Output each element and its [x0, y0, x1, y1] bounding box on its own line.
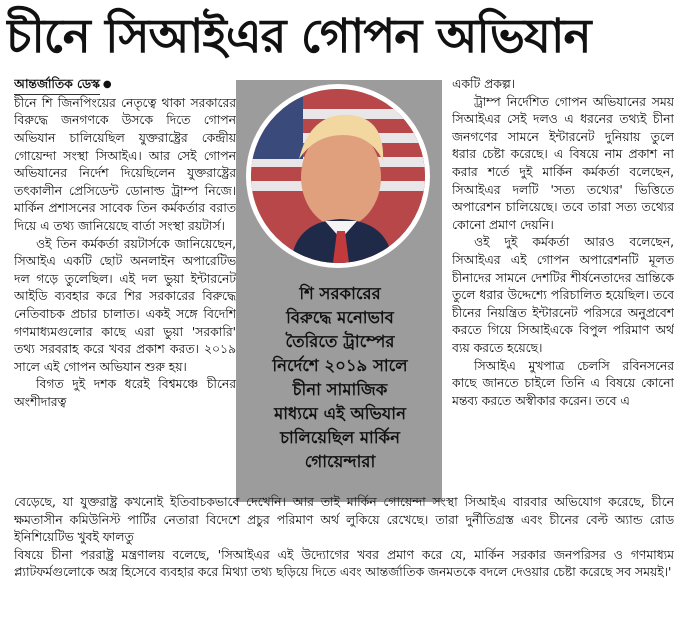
pull-quote-line: তৈরিতে ট্রাম্পের — [285, 332, 395, 351]
desk-label: আন্তর্জাতিক ডেস্ক — [14, 76, 100, 95]
bottom-block — [14, 494, 674, 622]
pull-quote — [244, 282, 436, 496]
right-paragraph-4: সিআইএ মুখপাত্র চেলসি রবিনসনের কাছে জানতে চাইলে তিনি এ বিষয়ে কোনো মন্তব্য করতে অস্বীকার করেন। তবে এ — [452, 358, 674, 408]
right-paragraph-3: ওই দুই কর্মকর্তা আরও বলেছেন, সিআইএর এই গোপন অপারেশনটি মূলত চীনাদের সামনে দেশটির শীর্ষনেতাদের ভ্রান্তিকে তুলে ধরার উদ্দেশ্যে পরিচালিত হয়েছিল। তবে চীনের নিয়ন্ত্রিত ইন্টারনেট পরিসরে অনুপ্রবেশ করতে গিয়ে সিআইএকে বিপুল পরিমাণ অর্থ ব্যয় করতে হয়েছে। — [452, 235, 674, 355]
pull-quote-line: গোয়েন্দারা — [304, 452, 376, 471]
pull-quote-line: চীনা সামাজিক — [292, 380, 388, 399]
pull-quote-line: বিরুদ্ধে মনোভাব — [286, 308, 394, 327]
right-column — [452, 76, 674, 516]
pull-quote-line: শি সরকারের — [299, 284, 381, 303]
headline: চীনে সিআইএর গোপন অভিযান — [6, 9, 591, 64]
portrait-illustration — [251, 89, 425, 263]
trump-photo — [251, 89, 425, 263]
pull-quote-line: মাধ্যমে এই অভিযান — [274, 404, 406, 423]
bullet-icon: ● — [102, 79, 112, 90]
bottom-tail-paragraph: বিষয়ে চীনা পররাষ্ট্র মন্ত্রণালয় বলেছে, 'সিআইএর এই উদ্যোগের খবর প্রমাণ করে যে, মার্কিন সরকার জনপরিসর ও গণমাধ্যম প্ল্যাটফর্মগুলোকে অস্ত্র হিসেবে ব্যবহার করে মিথ্যা তথ্য ছড়িয়ে দিতে এবং আন্তর্জাতিক জনমতকে বদলে দেওয়ার চেষ্টা করেছে সব সময়ই।' — [14, 547, 674, 580]
left-column — [14, 76, 236, 506]
left-paragraph-2: ওই তিন কর্মকর্তা রয়টার্সকে জানিয়েছেন, সিআইএ একটি ছোট অনলাইন অপারেটিভ দল গড়ে তুলেছিল। এই দল ভুয়া ইন্টারনেট আইডি ব্যবহার করে শির সরকারের বিরুদ্ধে নেতিবাচক প্রচার চালাত। একই সঙ্গে বিদেশি গণমাধ্যমগুলোর কাছে এরা ভুয়া 'সরকারি' তথ্য সরবরাহ করে খবর প্রকাশ করত। ২০১৯ সালে এই গোপন অভিযান শুরু হয়। — [14, 236, 236, 374]
bottom-lead-paragraph: বেড়েছে, যা যুক্তরাষ্ট্র কখনোই ইতিবাচকভাবে দেখেনি। আর তাই মার্কিন গোয়েন্দা সংস্থা সিআইএ বারবার অভিযোগ করেছে, চীনে ক্ষমতাসীন কমিউনিস্ট পার্টির নেতারা বিদেশে প্রচুর পরিমাণ অর্থ লুকিয়ে রেখেছে। তারা দুর্নীতিগ্রস্ত এবং চীনের বেল্ট অ্যান্ড রোড ইনিশিয়েটিভ খুবই ফালতু — [14, 495, 674, 545]
left-paragraph-1: চীনে শি জিনপিংয়ের নেতৃত্বে থাকা সরকারের বিরুদ্ধে জনগণকে উসকে দিতে গোপন অভিযান চালিয়েছিল যুক্তরাষ্ট্রের কেন্দ্রীয় গোয়েন্দা সংস্থা সিআইএ। আর সেই গোপন অভিযানের নির্দেশ দিয়েছিলেন যুক্তরাষ্ট্রের তৎকালীন প্রেসিডেন্ট ডোনাল্ড ট্রাম্প নিজে। মার্কিন প্রশাসনের সাবেক তিন কর্মকর্তার বরাত দিয়ে এ তথ্য জানিয়েছে বার্তা সংস্থা রয়টার্স। — [14, 95, 236, 234]
pull-quote-line: চালিয়েছিল মার্কিন — [280, 428, 400, 447]
pull-quote-line: নির্দেশে ২০১৯ সালে — [272, 356, 408, 375]
desk-line — [14, 76, 236, 95]
right-paragraph-2: ট্রাম্প নির্দেশিত গোপন অভিযানের সময় সিআইএর সেই দলও এ ধরনের তথ্যই চীনা জনগণের সামনে ইন্টারনেট দুনিয়ায় তুলে ধরার চেষ্টা করেছে। এ বিষয়ে নাম প্রকাশ না করার শর্তে দুই মার্কিন কর্মকর্তা বলেছেন, সিআইএর দলটি 'সত্য তথ্যের' ভিত্তিতে অপারেশন চালিয়েছে। তবে তারা সত্য তথ্যের কোনো প্রমাণ দেয়নি। — [452, 94, 674, 232]
right-paragraph-1: একটি প্রকল্প। — [452, 77, 516, 91]
left-paragraph-3: বিগত দুই দশক ধরেই বিশ্বমঞ্চে চীনের অংশীদারত্ব — [14, 377, 236, 409]
